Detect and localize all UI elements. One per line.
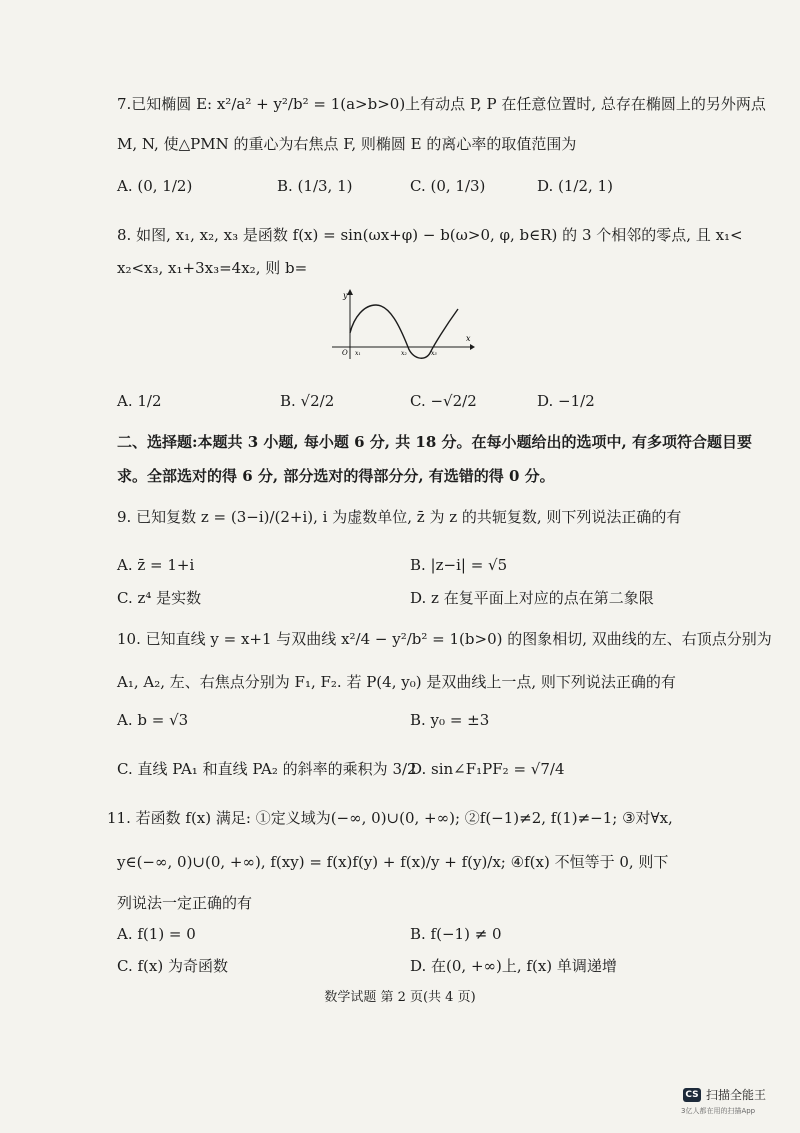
q8-line1: 8. 如图, x₁, x₂, x₃ 是函数 f(x) = sin(ωx+φ) − b(ω>0, φ, b∈R) 的 3 个相邻的零点, 且 x₁< [117, 226, 743, 244]
q9-option-c: C. z⁴ 是实数 [117, 589, 202, 607]
camscanner-logo-icon: CS [683, 1088, 701, 1102]
q8-option-a: A. 1/2 [117, 392, 162, 410]
q9-line1: 9. 已知复数 z = (3−i)/(2+i), i 为虚数单位, z̄ 为 z 的共轭复数, 则下列说法正确的有 [117, 508, 682, 526]
page-footer: 数学试题 第 2 页(共 4 页) [324, 990, 476, 1005]
q9-option-d: D. z 在复平面上对应的点在第二象限 [410, 589, 654, 607]
q11-line1: 11. 若函数 f(x) 满足: ①定义域为(−∞, 0)∪(0, +∞); ②f(−1)≠2, f(1)≠−1; ③对∀x, [107, 809, 673, 827]
origin-label: O [342, 349, 348, 357]
q8-line2: x₂<x₃, x₁+3x₃=4x₂, 则 b= [117, 259, 308, 277]
q8-option-d: D. −1/2 [537, 392, 595, 410]
q7-option-d: D. (1/2, 1) [537, 177, 613, 195]
q7-line1: 7.已知椭圆 E: x²/a² + y²/b² = 1(a>b>0)上有动点 P, P 在任意位置时, 总存在椭圆上的另外两点 [117, 95, 766, 113]
q7-option-b: B. (1/3, 1) [277, 177, 353, 195]
q11-option-c: C. f(x) 为奇函数 [117, 957, 228, 975]
q9-option-b: B. |z−i| = √5 [410, 556, 508, 574]
q7-line2: M, N, 使△PMN 的重心为右焦点 F, 则椭圆 E 的离心率的取值范围为 [117, 135, 577, 153]
x2-label: x₂ [401, 350, 407, 357]
q7-option-c: C. (0, 1/3) [410, 177, 486, 195]
section2-line2: 求。全部选对的得 6 分, 部分选对的得部分分, 有选错的得 0 分。 [117, 467, 555, 485]
x3-label: x₃ [431, 350, 437, 357]
q10-option-c: C. 直线 PA₁ 和直线 PA₂ 的斜率的乘积为 3/2 [117, 760, 417, 778]
x1-label: x₁ [355, 350, 361, 357]
y-axis-arrow [347, 289, 353, 295]
q11-option-a: A. f(1) = 0 [117, 925, 196, 943]
q10-line2: A₁, A₂, 左、右焦点分别为 F₁, F₂. 若 P(4, y₀) 是双曲线上一点, 则下列说法正确的有 [117, 673, 676, 691]
q9-option-a: A. z̄ = 1+i [117, 556, 195, 574]
y-label: y [343, 291, 348, 300]
q8-option-c: C. −√2/2 [410, 392, 477, 410]
q10-option-d: D. sin∠F₁PF₂ = √7/4 [410, 760, 565, 778]
q7-option-a: A. (0, 1/2) [117, 177, 193, 195]
x-axis-arrow [470, 344, 475, 350]
q11-line3: 列说法一定正确的有 [117, 894, 253, 912]
q11-option-b: B. f(−1) ≠ 0 [410, 925, 502, 943]
x-label: x [466, 334, 471, 343]
q11-option-d: D. 在(0, +∞)上, f(x) 单调递增 [410, 957, 617, 975]
q11-line2: y∈(−∞, 0)∪(0, +∞), f(xy) = f(x)f(y) + f(x)/y + f(y)/x; ④f(x) 不恒等于 0, 则下 [117, 853, 669, 871]
q10-line1: 10. 已知直线 y = x+1 与双曲线 x²/4 − y²/b² = 1(b>0) 的图象相切, 双曲线的左、右顶点分别为 [117, 630, 772, 648]
scanner-app-name: 扫描全能王 [706, 1088, 767, 1102]
q8-option-b: B. √2/2 [280, 392, 335, 410]
q10-option-b: B. y₀ = ±3 [410, 711, 490, 729]
section2-line1: 二、选择题:本题共 3 小题, 每小题 6 分, 共 18 分。在每小题给出的选项中, 有多项符合题目要 [117, 433, 752, 451]
q10-option-a: A. b = √3 [117, 711, 189, 729]
scanner-watermark [683, 1086, 766, 1103]
q8-function-graph [330, 287, 475, 362]
scanner-tagline: 3亿人都在用的扫描App [681, 1107, 756, 1115]
